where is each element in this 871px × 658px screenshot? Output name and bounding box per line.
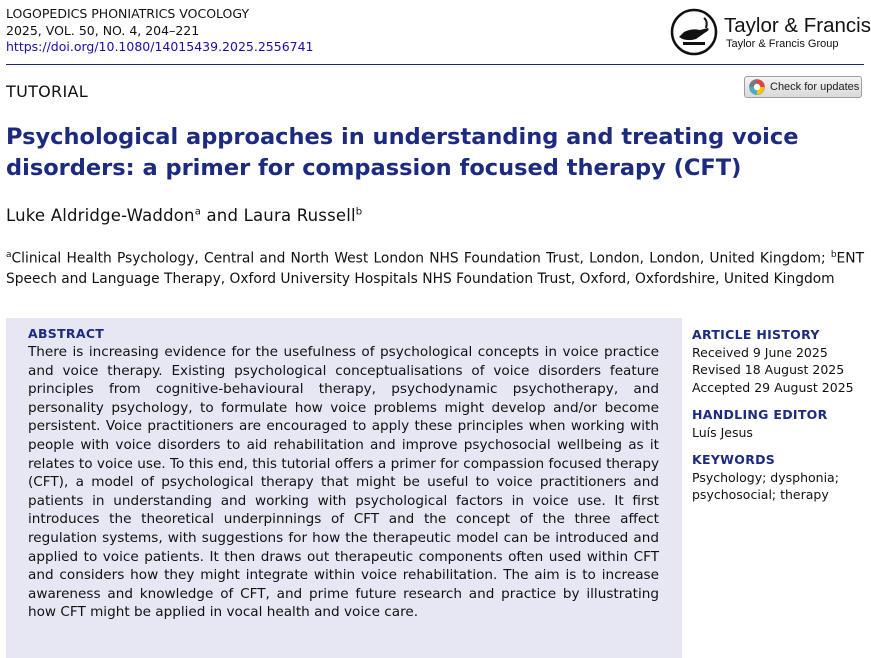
revised-date: Revised 18 August 2025	[692, 362, 845, 377]
author-name[interactable]: Luke Aldridge-Waddon	[6, 206, 195, 225]
received-date: Received 9 June 2025	[692, 344, 828, 360]
affiliations	[6, 245, 864, 289]
article-type: TUTORIAL	[6, 82, 88, 101]
handling-editor-heading: HANDLING EDITOR	[692, 407, 828, 422]
affiliation-text: ENT Speech and Language Therapy, Oxford University Hospitals NHS Foundation Trust, Oxford, Oxfordshire, United Kingdom	[6, 250, 864, 287]
keywords-heading: KEYWORDS	[692, 452, 776, 467]
author-joiner: and	[206, 206, 239, 225]
crossmark-icon	[749, 79, 765, 95]
abstract-text: There is increasing evidence for the usefulness of psychological concepts in voice practice and voice therapy. Existing psychological conceptualisations of voice disorders feature principles from cognitive-behavioural therapy, psychodynamic psychotherapy, and personality psychology, to formulate how voice problems might develop and/or become persistent. Voice practitioners are encouraged to apply these principles when working with people with voice disorders to aid rehabilitation and improve psychosocial wellbeing as it relates to voice use. To this end, this tutorial offers a primer for compassion focused therapy (CFT), a model of psychological therapy that might be useful to voice practitioners and patients in understanding and working with psychological factors in voice use. It first introduces the theoretical underpinnings of CFT and the concept of the three affect regulation systems, with suggestions for how the therapeutic model can be introduced and applied to voice patients. It then draws out therapeutic components often used within CFT and considers how they might integrate within voice rehabilitation. The aim is to increase awareness and knowledge of CFT, and prime future research and practice by illustrating how CFT might be applied in vocal health and voice care.	[28, 344, 659, 621]
journal-header	[6, 6, 314, 56]
affiliation-text: Clinical Health Psychology, Central and North West London NHS Foundation Trust, London, London, United Kingdom;	[11, 250, 826, 267]
header-divider	[6, 64, 864, 65]
journal-name: LOGOPEDICS PHONIATRICS VOCOLOGY	[6, 6, 250, 21]
article-sidebar	[692, 326, 868, 504]
keywords-text: Psychology; dysphonia; psychosocial; therapy	[692, 469, 839, 502]
author-name[interactable]: Laura Russell	[243, 206, 356, 225]
article-history-heading: ARTICLE HISTORY	[692, 327, 820, 342]
publisher-group: Taylor & Francis Group	[726, 38, 839, 50]
article-title: Psychological approaches in understanding and treating voice disorders: a primer for compassion focused therapy (CFT)	[6, 124, 799, 181]
journal-citation: 2025, VOL. 50, NO. 4, 204–221	[6, 22, 200, 38]
handling-editor-name: Luís Jesus	[692, 424, 753, 440]
publisher-logo[interactable]	[670, 8, 870, 56]
affiliation-marker: a	[6, 250, 12, 260]
doi-link[interactable]: https://doi.org/10.1080/14015439.2025.2556741	[6, 39, 314, 54]
author-list	[6, 206, 362, 225]
abstract-heading: ABSTRACT	[28, 326, 105, 341]
affiliation-marker: b	[830, 250, 837, 260]
affiliation-marker: b	[355, 206, 363, 218]
abstract-panel	[6, 318, 682, 658]
publisher-name: Taylor & Francis	[724, 14, 871, 37]
affiliation-marker: a	[194, 206, 202, 218]
lamp-logo-icon	[670, 8, 718, 56]
accepted-date: Accepted 29 August 2025	[692, 379, 854, 395]
check-for-updates-button[interactable]	[744, 76, 862, 98]
check-for-updates-label: Check for updates	[770, 81, 860, 93]
